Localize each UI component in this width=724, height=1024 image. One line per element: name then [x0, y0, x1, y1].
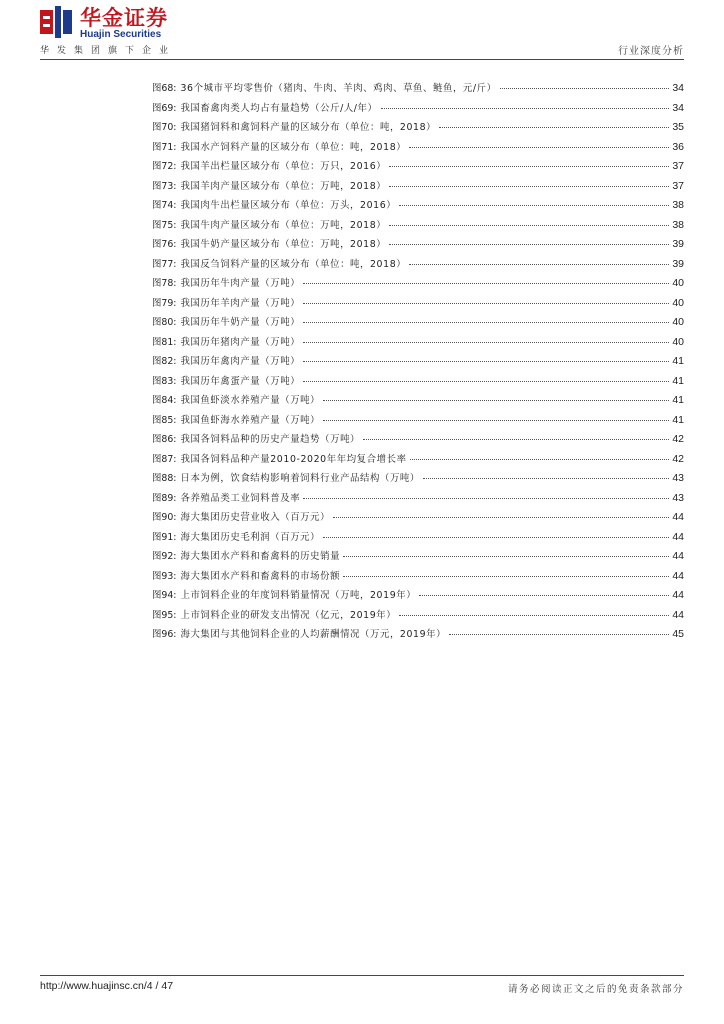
toc-entry[interactable]: [152, 158, 684, 178]
toc-entry-page: 35: [672, 121, 684, 133]
report-type: 行业深度分析: [618, 46, 684, 57]
toc-entry[interactable]: [152, 431, 684, 451]
toc-entry-label: 图90:: [152, 512, 177, 523]
huajin-logo-icon: [40, 6, 72, 38]
toc-entry-label: 图86:: [152, 434, 177, 445]
toc-entry-page: 43: [672, 491, 684, 504]
toc-entry-page: 37: [672, 160, 684, 172]
toc-entry[interactable]: [152, 392, 684, 412]
toc-entry-title: 我国历年羊肉产量（万吨）: [180, 297, 301, 309]
toc-entry-label: 图92:: [152, 551, 177, 562]
toc-leader-dots: [343, 556, 669, 557]
toc-leader-dots: [410, 459, 670, 460]
toc-entry-title: 我国历年猪肉产量（万吨）: [180, 336, 301, 348]
toc-entry-title: 海大集团水产料和畜禽料的历史销量: [180, 551, 341, 562]
toc-entry-page: 41: [672, 394, 684, 406]
toc-leader-dots: [389, 244, 669, 245]
toc-leader-dots: [389, 186, 669, 187]
toc-entry-label: 图68:: [152, 83, 177, 94]
toc-entry-label: 图74:: [152, 200, 177, 211]
company-logo: [40, 6, 172, 46]
toc-entry-title: 上市饲料企业的研发支出情况（亿元，2019年）: [180, 609, 397, 621]
toc-entry[interactable]: [152, 490, 684, 510]
toc-entry[interactable]: [152, 607, 684, 627]
toc-entry-title: 我国历年禽肉产量（万吨）: [180, 356, 301, 367]
toc-leader-dots: [389, 166, 669, 167]
toc-entry-title: 海大集团历史毛利润（百万元）: [180, 531, 321, 543]
logo-english-name: Huajin Securities: [80, 29, 162, 40]
toc-entry[interactable]: [152, 100, 684, 120]
toc-entry[interactable]: [152, 470, 684, 490]
toc-entry-title: 我国历年禽蛋产量（万吨）: [180, 375, 301, 387]
toc-entry-label: 图71:: [152, 141, 177, 153]
toc-entry-page: 45: [672, 628, 684, 640]
toc-entry-title: 我国牛肉产量区域分布（单位：万吨，2018）: [180, 219, 387, 231]
toc-entry-page: 39: [672, 257, 684, 270]
toc-leader-dots: [423, 478, 669, 479]
toc-leader-dots: [323, 400, 669, 401]
toc-entry[interactable]: [152, 256, 684, 276]
toc-entry-label: 图76:: [152, 239, 177, 250]
toc-entry-page: 44: [672, 530, 684, 543]
toc-entry[interactable]: [152, 412, 684, 432]
toc-entry-title: 我国羊出栏量区域分布（单位：万只，2016）: [180, 161, 387, 172]
toc-entry-page: 44: [672, 550, 684, 562]
toc-entry-label: 图96:: [152, 629, 177, 640]
toc-entry-title: 我国羊肉产量区域分布（单位：万吨，2018）: [180, 180, 387, 192]
toc-leader-dots: [303, 381, 669, 382]
toc-entry-title: 我国水产饲料产量的区域分布（单位：吨，2018）: [180, 141, 407, 153]
toc-entry-page: 41: [672, 413, 684, 426]
toc-entry-label: 图91:: [152, 531, 177, 543]
toc-entry-label: 图77:: [152, 258, 177, 270]
toc-leader-dots: [419, 595, 669, 596]
toc-leader-dots: [449, 634, 669, 635]
toc-entry-title: 36个城市平均零售价（猪肉、牛肉、羊肉、鸡肉、草鱼、鲢鱼，元/斤）: [180, 83, 497, 94]
toc-leader-dots: [303, 342, 669, 343]
toc-entry-title: 各养殖品类工业饲料普及率: [180, 492, 301, 504]
toc-entry-page: 41: [672, 355, 684, 367]
toc-leader-dots: [399, 205, 669, 206]
toc-entry[interactable]: [152, 139, 684, 159]
toc-entry-page: 40: [672, 296, 684, 309]
toc-entry[interactable]: [152, 587, 684, 607]
header-divider: [40, 59, 684, 60]
toc-entry-label: 图78:: [152, 278, 177, 289]
toc-leader-dots: [409, 147, 669, 148]
toc-entry[interactable]: [152, 275, 684, 295]
toc-entry-title: 我国牛奶产量区域分布（单位：万吨，2018）: [180, 239, 387, 250]
toc-entry[interactable]: [152, 451, 684, 471]
toc-leader-dots: [303, 361, 669, 362]
toc-entry-title: 日本为例，饮食结构影响着饲料行业产品结构（万吨）: [180, 473, 420, 484]
toc-entry[interactable]: [152, 178, 684, 198]
figure-list: [152, 80, 684, 646]
toc-entry[interactable]: [152, 217, 684, 237]
footer-divider: [40, 975, 684, 976]
toc-leader-dots: [303, 283, 669, 284]
toc-leader-dots: [303, 303, 669, 304]
toc-entry[interactable]: [152, 509, 684, 529]
toc-entry-title: 海大集团与其他饲料企业的人均薪酬情况（万元，2019年）: [180, 629, 447, 640]
toc-entry-page: 42: [672, 433, 684, 445]
toc-entry-title: 海大集团水产料和畜禽料的市场份额: [180, 570, 341, 582]
toc-entry-page: 40: [672, 316, 684, 328]
toc-entry-label: 图70:: [152, 122, 177, 133]
toc-leader-dots: [389, 225, 669, 226]
toc-entry[interactable]: [152, 334, 684, 354]
toc-entry-page: 42: [672, 452, 684, 465]
toc-entry-label: 图82:: [152, 356, 177, 367]
toc-entry-title: 我国畜禽肉类人均占有量趋势（公斤/人/年）: [180, 102, 378, 114]
toc-entry-page: 38: [672, 199, 684, 211]
toc-leader-dots: [303, 498, 669, 499]
toc-entry-label: 图83:: [152, 375, 177, 387]
toc-entry-label: 图75:: [152, 219, 177, 231]
toc-entry-title: 我国鱼虾海水养殖产量（万吨）: [180, 414, 321, 426]
toc-entry[interactable]: [152, 626, 684, 646]
toc-leader-dots: [399, 615, 669, 616]
toc-entry-label: 图81:: [152, 336, 177, 348]
footer-disclaimer: 请务必阅读正文之后的免责条款部分: [507, 984, 684, 995]
toc-entry[interactable]: [152, 197, 684, 217]
toc-entry-page: 34: [672, 101, 684, 114]
toc-entry[interactable]: [152, 295, 684, 315]
toc-entry-title: 上市饲料企业的年度饲料销量情况（万吨，2019年）: [180, 590, 417, 601]
toc-entry-label: 图79:: [152, 297, 177, 309]
toc-entry[interactable]: [152, 353, 684, 373]
toc-entry-page: 40: [672, 335, 684, 348]
toc-leader-dots: [439, 127, 669, 128]
toc-entry-page: 34: [672, 82, 684, 94]
toc-entry-page: 36: [672, 140, 684, 153]
toc-entry-page: 44: [672, 608, 684, 621]
toc-leader-dots: [343, 576, 669, 577]
toc-entry-label: 图93:: [152, 570, 177, 582]
toc-entry-title: 我国肉牛出栏量区域分布（单位：万头，2016）: [180, 200, 397, 211]
footer-url-page[interactable]: http://www.huajinsc.cn/4 / 47: [40, 980, 174, 992]
toc-entry-title: 我国各饲料品种产量2010-2020年年均复合增长率: [180, 453, 407, 465]
toc-leader-dots: [381, 108, 670, 109]
toc-entry[interactable]: [152, 80, 684, 100]
toc-entry-label: 图72:: [152, 161, 177, 172]
toc-entry[interactable]: [152, 529, 684, 549]
toc-entry-label: 图73:: [152, 180, 177, 192]
toc-entry-page: 44: [672, 589, 684, 601]
toc-entry[interactable]: [152, 373, 684, 393]
logo-chinese-name: 华金证券: [80, 6, 168, 30]
toc-entry-title: 海大集团历史营业收入（百万元）: [180, 512, 331, 523]
toc-entry-label: 图87:: [152, 453, 177, 465]
toc-entry-page: 41: [672, 374, 684, 387]
toc-entry-page: 44: [672, 511, 684, 523]
toc-leader-dots: [409, 264, 669, 265]
toc-entry-page: 38: [672, 218, 684, 231]
toc-entry-label: 图95:: [152, 609, 177, 621]
toc-entry-page: 37: [672, 179, 684, 192]
toc-entry-label: 图84:: [152, 395, 177, 406]
toc-entry-page: 44: [672, 569, 684, 582]
toc-entry-label: 图69:: [152, 102, 177, 114]
toc-entry-label: 图80:: [152, 317, 177, 328]
toc-entry-page: 39: [672, 238, 684, 250]
toc-entry[interactable]: [152, 568, 684, 588]
toc-entry-title: 我国历年牛肉产量（万吨）: [180, 278, 301, 289]
toc-entry-title: 我国鱼虾淡水养殖产量（万吨）: [180, 395, 321, 406]
toc-leader-dots: [500, 88, 670, 89]
toc-leader-dots: [363, 439, 669, 440]
toc-entry-page: 43: [672, 472, 684, 484]
toc-entry-label: 图88:: [152, 473, 177, 484]
company-slogan: 华发集团旗下企业: [40, 46, 177, 56]
toc-entry-title: 我国猪饲料和禽饲料产量的区域分布（单位：吨，2018）: [180, 122, 437, 133]
toc-entry[interactable]: [152, 236, 684, 256]
toc-entry-label: 图85:: [152, 414, 177, 426]
toc-leader-dots: [303, 322, 669, 323]
toc-leader-dots: [323, 420, 669, 421]
toc-entry[interactable]: [152, 548, 684, 568]
toc-entry-title: 我国反刍饲料产量的区域分布（单位：吨，2018）: [180, 258, 407, 270]
toc-leader-dots: [323, 537, 669, 538]
toc-entry-title: 我国历年牛奶产量（万吨）: [180, 317, 301, 328]
toc-entry-label: 图89:: [152, 492, 177, 504]
toc-entry[interactable]: [152, 314, 684, 334]
toc-entry-label: 图94:: [152, 590, 177, 601]
toc-leader-dots: [333, 517, 669, 518]
toc-entry-page: 40: [672, 277, 684, 289]
toc-entry[interactable]: [152, 119, 684, 139]
toc-entry-title: 我国各饲料品种的历史产量趋势（万吨）: [180, 434, 361, 445]
